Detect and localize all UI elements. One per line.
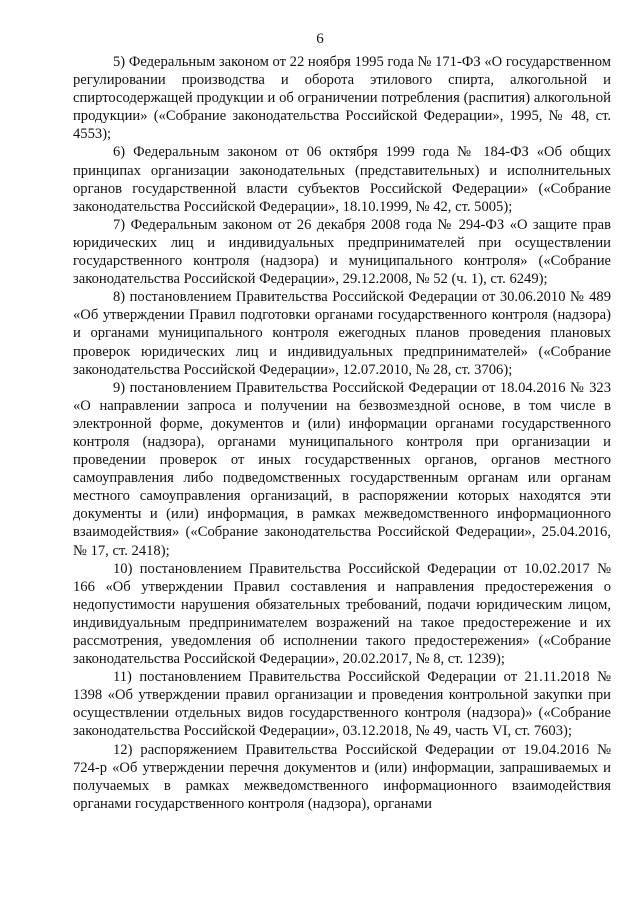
list-item-10: 10) постановлением Правительства Российской Федерации от 10.02.2017 № 166 «Об утверждении Правил составления и направления предостережения о недопустимости нарушения обязательных требований, подачи юридическим лицом, индивидуальным предпринимателем возражений на такое предостережение и их рассмотрения, уведомления об исполнении такого предостережения» («Собрание законодательства Российской Федерации», 20.02.2017, № 8, ст. 1239); [73,560,611,668]
list-item-8: 8) постановлением Правительства Российской Федерации от 30.06.2010 № 489 «Об утверждении Правил подготовки органами государственного контроля (надзора) и органами муниципального контроля ежегодных планов проведения плановых проверок юридических лиц и индивидуальных предпринимателей» («Собрание законодательства Российской Федерации», 12.07.2010, № 28, ст. 3706); [73,289,611,378]
list-item-11: 11) постановлением Правительства Российской Федерации от 21.11.2018 № 1398 «Об утверждении правил организации и проведения контрольной закупки при осуществлении отдельных видов государственного контроля (надзора)» («Собрание законодательства Российской Федерации», 03.12.2018, № 49, часть VI, ст. 7603); [73,669,611,740]
list-item-5: 5) Федеральным законом от 22 ноября 1995 года № 171-ФЗ «О государственном регулировании производства и оборота этилового спирта, алкогольной и спиртосодержащей продукции и об ограничении потребления (распития) алкогольной продукции» («Собрание законодательства Российской Федерации», 1995, № 48, ст. 4553); [73,54,611,143]
list-item-12: 12) распоряжением Правительства Российской Федерации от 19.04.2016 № 724-р «Об утверждении перечня документов и (или) информации, запрашиваемых и получаемых в рамках межведомственного информационного взаимодействия органами государственного контроля (надзора), органами [73,741,611,812]
list-item-9: 9) постановлением Правительства Российской Федерации от 18.04.2016 № 323 «О направлении запроса и получении на безвозмездной основе, в том числе в электронной форме, документов и (или) информации органами государственного контроля (надзора), органами муниципального контроля при организации и проведении проверок от иных государственных органов, органов местного самоуправления либо подведомственных государственным органам или органам местного самоуправления организаций, в распоряжении которых находятся эти документы и (или) информация, в рамках межведомственного информационного взаимодействия» («Собрание законодательства Российской Федерации», 25.04.2016, № 17, ст. 2418); [73,379,611,559]
document-body [73,53,611,813]
list-item-7: 7) Федеральным законом от 26 декабря 2008 года № 294-ФЗ «О защите прав юридических лиц и индивидуальных предпринимателей при осуществлении государственного контроля (надзора) и муниципального контроля» («Собрание законодательства Российской Федерации», 29.12.2008, № 52 (ч. 1), ст. 6249); [73,216,611,288]
page-number: 6 [316,31,324,47]
list-item-6: 6) Федеральным законом от 06 октября 1999 года № 184-ФЗ «Об общих принципах организации законодательных (представительных) и исполнительных органов государственной власти субъектов Российской Федерации» («Собрание законодательства Российской Федерации», 18.10.1999, № 42, ст. 5005); [73,144,611,215]
